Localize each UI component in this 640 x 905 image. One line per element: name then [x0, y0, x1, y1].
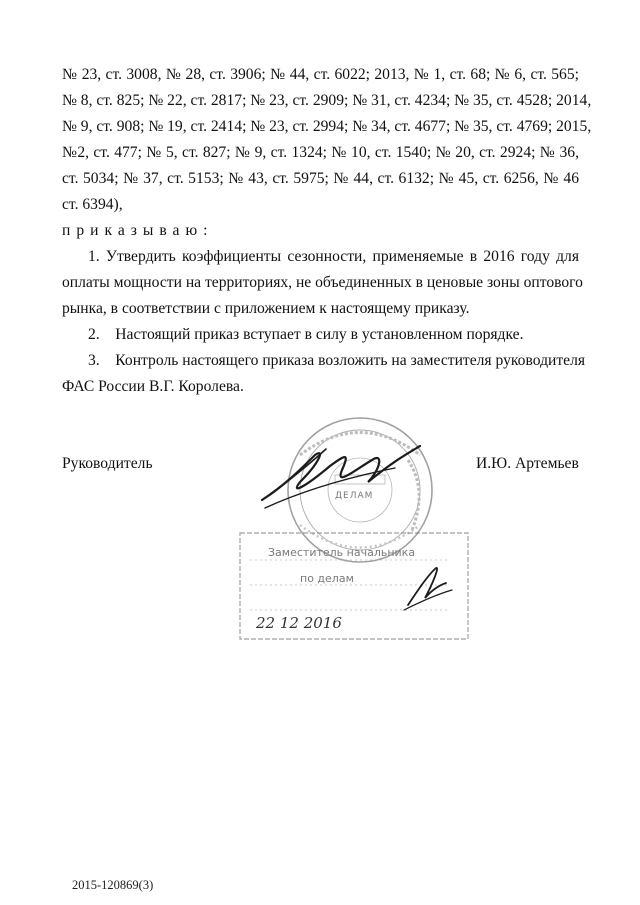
document-id: 2015-120869(3): [72, 878, 154, 892]
legal-references-line: №2, ст. 477; № 5, ст. 827; № 9, ст. 1324; № 10, ст. 1540; № 20, ст. 2924; № 36,: [62, 144, 579, 161]
box-stamp-line: Заместитель начальника: [268, 546, 416, 559]
order-item-3: 3. Контроль настоящего приказа возложить на заместителя руководителя: [88, 352, 586, 369]
box-stamp-line: по делам: [300, 572, 354, 585]
order-item-2: 2. Настоящий приказ вступает в силу в установленном порядке.: [88, 326, 524, 343]
seal-label: ДЕЛАМ: [335, 491, 374, 501]
order-directive: приказываю:: [62, 222, 214, 239]
initials-signature: [404, 568, 452, 610]
legal-references-line: ст. 5034; № 37, ст. 5153; № 43, ст. 5975; № 44, ст. 6132; № 45, ст. 6256, № 46: [62, 170, 579, 187]
order-text: [62, 62, 592, 400]
order-item-1-continued: оплаты мощности на территориях, не объединенных в ценовые зоны оптового: [62, 274, 583, 291]
legal-references-line: № 8, ст. 825; № 22, ст. 2817; № 23, ст. 2909; № 31, ст. 4234; № 35, ст. 4528; 2014,: [62, 92, 592, 109]
legal-references-line: № 9, ст. 908; № 19, ст. 2414; № 23, ст. 2994; № 34, ст. 4677; № 35, ст. 4769; 2015,: [62, 118, 592, 135]
signatory-name: И.Ю. Артемьев: [476, 455, 579, 472]
order-item-1-continued: рынка, в соответствии с приложением к настоящему приказу.: [62, 300, 470, 317]
order-item-3-continued: ФАС России В.Г. Королева.: [62, 378, 244, 395]
official-seal: [288, 418, 432, 562]
signatory-role: Руководитель: [62, 455, 153, 472]
legal-references-line: № 23, ст. 3008, № 28, ст. 3906; № 44, ст. 6022; 2013, № 1, ст. 68; № 6, ст. 565;: [62, 66, 579, 83]
handwritten-date: 22 12 2016: [256, 614, 342, 632]
order-item-1: 1. Утвердить коэффициенты сезонности, применяемые в 2016 году для: [88, 248, 579, 265]
legal-references-line: ст. 6394),: [62, 196, 123, 213]
